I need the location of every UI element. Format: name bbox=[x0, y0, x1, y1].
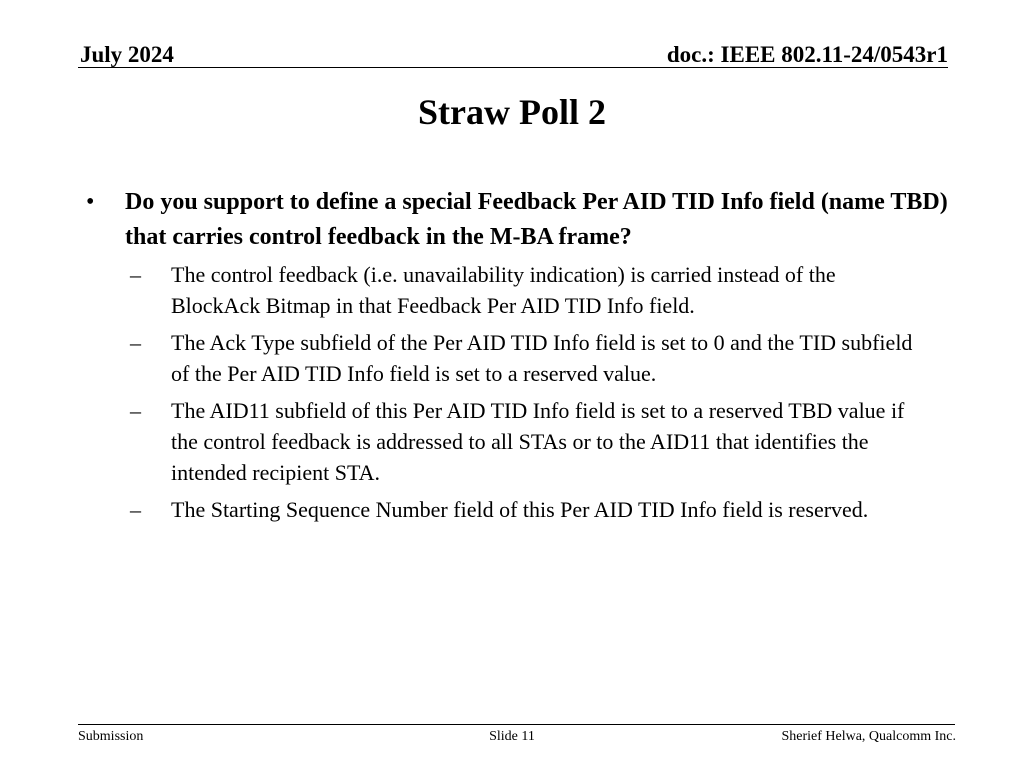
sub-item-text: The AID11 subfield of this Per AID TID Info field is set to a reserved TBD value if the control feedback is addressed to all STAs or to the AID11 that identifies the intended recipient STA. bbox=[171, 398, 905, 485]
dash-marker: – bbox=[130, 262, 141, 287]
slide-title: Straw Poll 2 bbox=[418, 92, 606, 132]
footer-author: Sherief Helwa, Qualcomm Inc. bbox=[781, 729, 956, 744]
sub-item-text: The Ack Type subfield of the Per AID TID Info field is set to 0 and the TID subfield of the Per AID TID Info field is set to a reserved value. bbox=[171, 330, 913, 386]
dash-marker: – bbox=[130, 497, 141, 522]
dash-marker: – bbox=[130, 398, 141, 423]
poll-question: Do you support to define a special Feedback Per AID TID Info field (name TBD) that carries control feedback in the M-BA frame? bbox=[125, 189, 948, 250]
bullet-marker: • bbox=[86, 189, 95, 215]
sub-item-text: The control feedback (i.e. unavailability indication) is carried instead of the BlockAck Bitmap in that Feedback Per AID TID Info field. bbox=[171, 262, 836, 318]
footer-slide-number: Slide 11 bbox=[489, 729, 535, 744]
header-divider bbox=[78, 67, 948, 68]
sub-item bbox=[130, 395, 930, 488]
footer-divider bbox=[78, 724, 955, 725]
sub-item bbox=[130, 494, 930, 525]
header-doc-id: doc.: IEEE 802.11-24/0543r1 bbox=[666, 42, 948, 67]
dash-marker: – bbox=[130, 330, 141, 355]
footer-submission: Submission bbox=[78, 729, 144, 744]
sub-item bbox=[130, 327, 930, 389]
sub-item bbox=[130, 259, 930, 321]
header-date: July 2024 bbox=[80, 42, 174, 67]
sub-item-text: The Starting Sequence Number field of this Per AID TID Info field is reserved. bbox=[171, 497, 869, 522]
